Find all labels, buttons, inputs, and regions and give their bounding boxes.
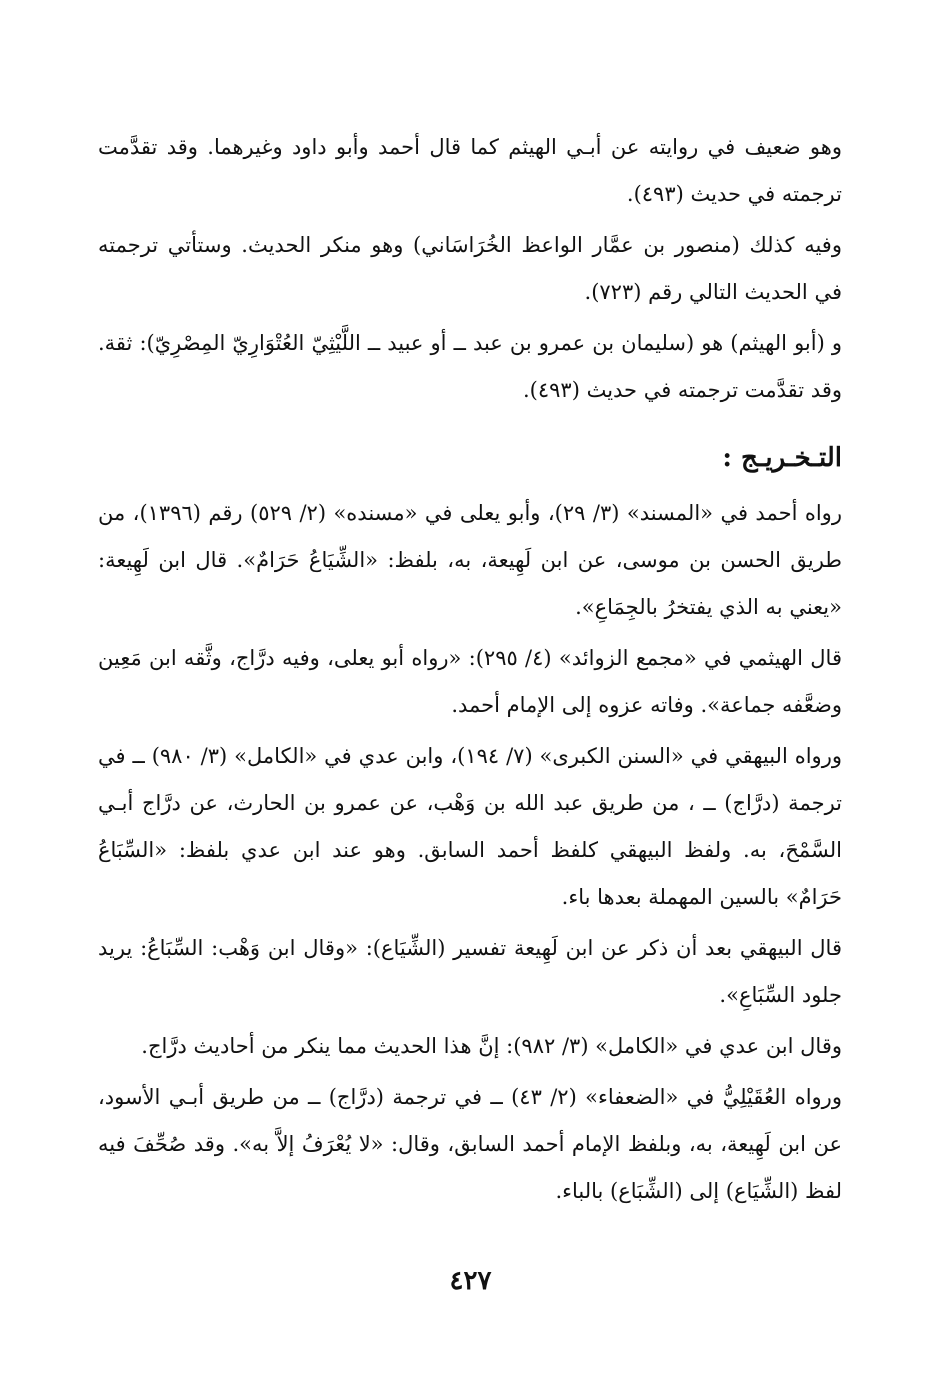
paragraph-bayhaqi-ibn-adi: ورواه البيهقي في «السنن الكبرى» (٧/ ١٩٤)، وابن عدي في «الكامل» (٣/ ٩٨٠) ــ في ترجمة (درَّاج) ــ ، من طريق عبد الله بن وَهْب، عن عمرو بن الحارث، عن درَّاج أبـي السَّمْحَ، به. ولفظ البيهقي كلفظ أحمد السابق. وهو عند ابن عدي بلفظ: «السِّبَاعُ حَرَامٌ» بالسين المهملة بعدها باء.: [98, 744, 842, 909]
paragraph-ibn-adi-comment: وقال ابن عدي في «الكامل» (٣/ ٩٨٢): إنَّ هذا الحديث مما ينكر من أحاديث درَّاج.: [141, 1034, 842, 1058]
paragraph-mansur: وفيه كذلك (منصور بن عمَّار الواعظ الخُرَاسَاني) وهو منكر الحديث. وستأتي ترجمته في الحديث التالي رقم (٧٢٣).: [98, 233, 842, 304]
paragraph-abu-al-haytham: و (أبو الهيثم) هو (سليمان بن عمرو بن عبد ــ أو عبيد ــ اللَّيْثِيّ العُتْوَارِيّ المِصْرِيّ): ثقة. وقد تقدَّمت ترجمته في حديث (٤٩٣).: [98, 331, 842, 402]
paragraph-bayhaqi-comment: قال البيهقي بعد أن ذكر عن ابن لَهِيعة تفسير (الشِّيَاع): «وقال ابن وَهْب: السِّبَاعُ: يريد جلود السِّبَاعِ».: [98, 936, 842, 1007]
paragraph-ahmad-abu-yala: رواه أحمد في «المسند» (٣/ ٢٩)، وأبو يعلى في «مسنده» (٢/ ٥٢٩) رقم (١٣٩٦)، من طريق الحسن بن موسى، عن ابن لَهِيعة، به، بلفظ: «الشِّيَاعُ حَرَامٌ». قال ابن لَهِيعة: «يعني به الذي يفتخرُ بالجِمَاعِ».: [98, 501, 842, 619]
paragraph-uqayli: ورواه العُقَيْلِيُّ في «الضعفاء» (٢/ ٤٣) ــ في ترجمة (درَّاج) ــ من طريق أبـي الأسود، عن ابن لَهِيعة، به، وبلفظ الإمام أحمد السابق، وقال: «لا يُعْرَفُ إلاَّ به». وقد صُحِّفَ فيه لفظ (الشِّيَاع) إلى (الشِّبَاع) بالباء.: [98, 1085, 842, 1203]
paragraph-haythami: قال الهيثمي في «مجمع الزوائد» (٤/ ٢٩٥): «رواه أبو يعلى، وفيه درَّاج، وثَّقه ابن مَعِين وضعَّفه جماعة». وفاته عزوه إلى الإمام أحمد.: [98, 646, 842, 717]
section-heading-takhrij: التـخـريـج :: [722, 443, 842, 473]
page-number: ٤٢٧: [449, 1266, 492, 1296]
paragraph-narrator-weak: وهو ضعيف في روايته عن أبـي الهيثم كما قال أحمد وأبو داود وغيرهما. وقد تقدَّمت ترجمته في حديث (٤٩٣).: [98, 135, 842, 206]
page-body: [98, 124, 842, 1219]
